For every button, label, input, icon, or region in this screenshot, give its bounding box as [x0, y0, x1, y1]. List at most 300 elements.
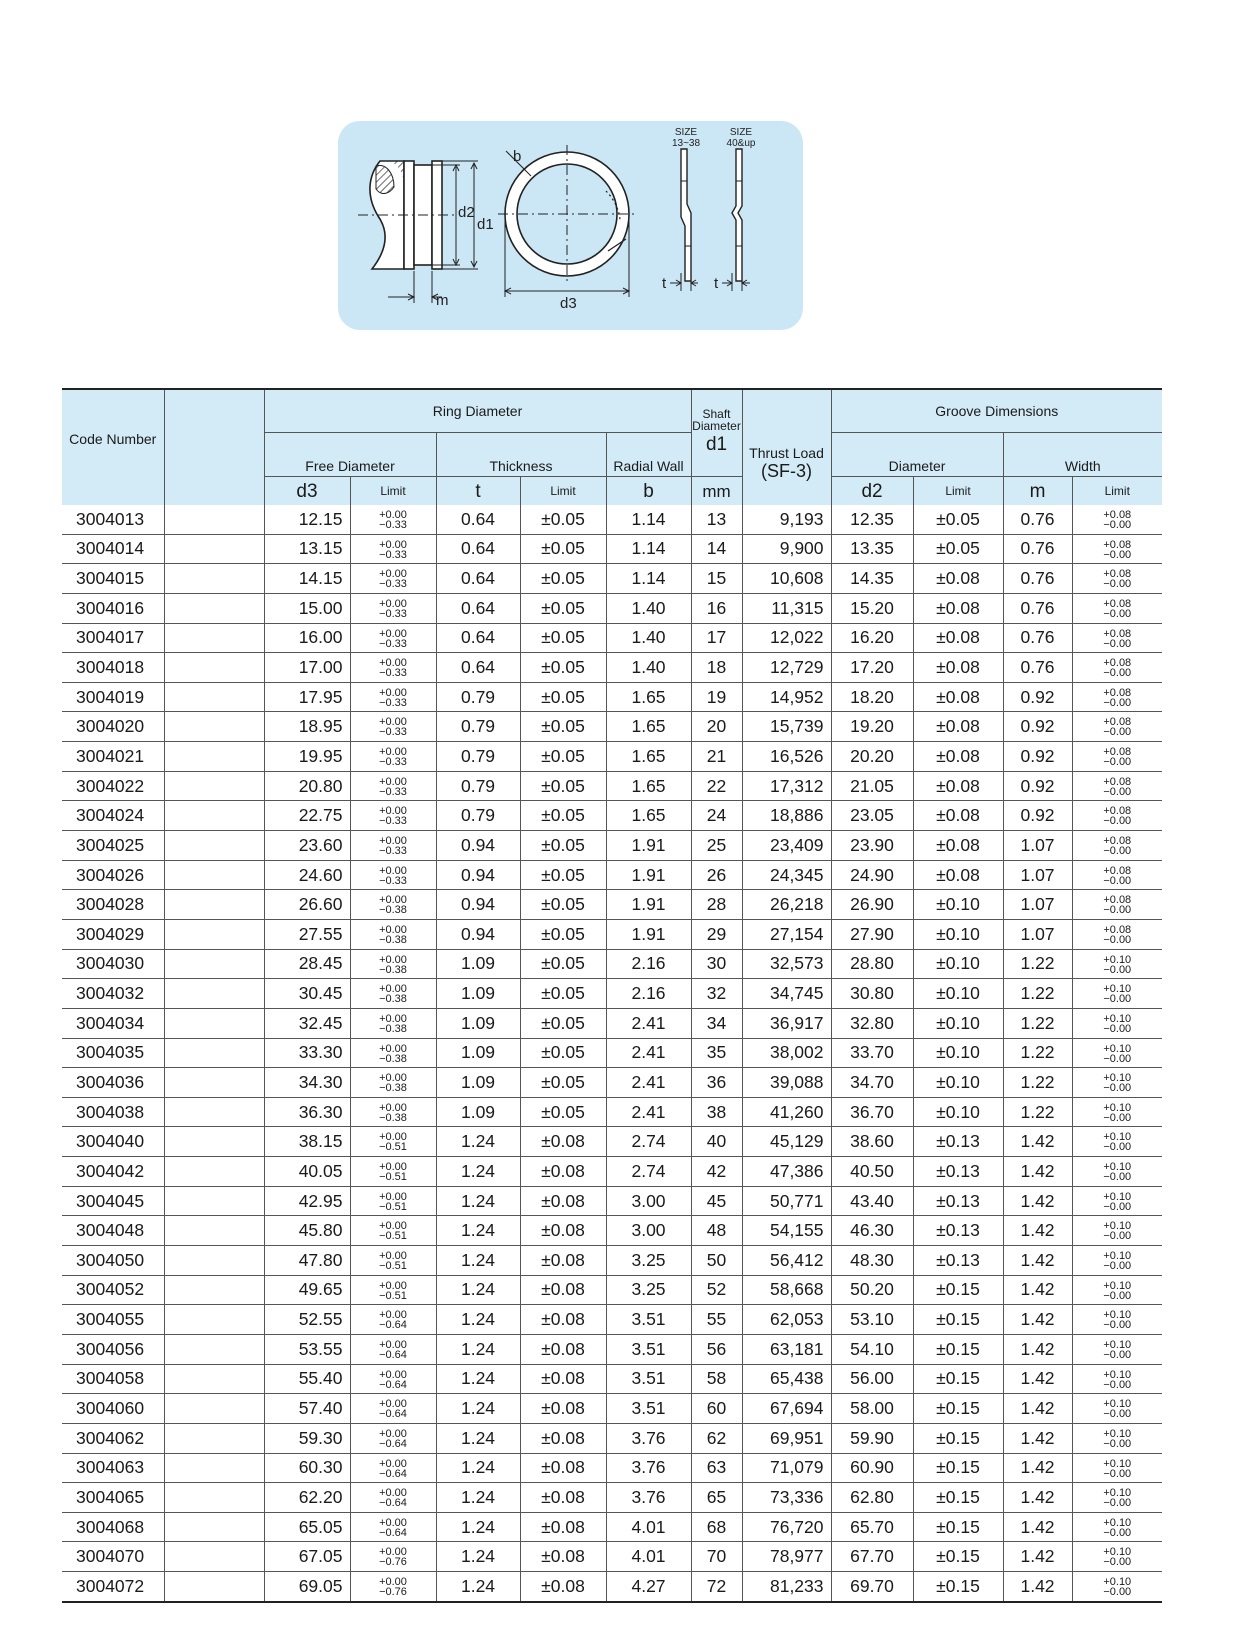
tolerance-upper: +0.10 — [1103, 1427, 1132, 1440]
free-diameter-d3: 16.00 — [264, 623, 350, 653]
thickness-t: 1.24 — [436, 1453, 520, 1483]
size-a-range: 13~38 — [671, 138, 701, 149]
tolerance-upper: +0.00 — [379, 1368, 407, 1381]
groove-diameter-limit: ±0.10 — [913, 949, 1003, 979]
code-number: 3004013 — [62, 505, 164, 534]
blank-cell — [164, 1275, 264, 1305]
free-diameter-limit — [350, 623, 436, 653]
shaft-diameter-d1: 29 — [691, 919, 742, 949]
tolerance-upper: +0.00 — [379, 686, 407, 699]
thickness-t: 1.24 — [436, 1334, 520, 1364]
blank-cell — [164, 593, 264, 623]
free-diameter-limit — [350, 742, 436, 772]
free-diameter-tolerance — [379, 777, 407, 797]
thickness-limit: ±0.05 — [520, 1068, 606, 1098]
groove-width-m: 1.07 — [1003, 860, 1072, 890]
groove-width-m: 0.92 — [1003, 801, 1072, 831]
tolerance-lower: −0.76 — [379, 1586, 407, 1599]
thrust-load: 24,345 — [742, 860, 831, 890]
shaft-diameter-d1: 34 — [691, 1008, 742, 1038]
groove-width-m: 1.07 — [1003, 831, 1072, 861]
thickness-t: 1.24 — [436, 1364, 520, 1394]
thickness-t: 1.24 — [436, 1246, 520, 1276]
groove-diameter-d2: 23.90 — [831, 831, 913, 861]
groove-width-m: 1.42 — [1003, 1246, 1072, 1276]
free-diameter-d3: 52.55 — [264, 1305, 350, 1335]
code-number: 3004060 — [62, 1394, 164, 1424]
groove-width-limit — [1072, 860, 1162, 890]
groove-diameter-d2: 46.30 — [831, 1216, 913, 1246]
free-diameter-d3: 65.05 — [264, 1512, 350, 1542]
free-diameter-tolerance — [379, 1488, 407, 1508]
groove-diameter-d2: 43.40 — [831, 1186, 913, 1216]
code-number: 3004032 — [62, 979, 164, 1009]
tolerance-lower: −0.00 — [1103, 1052, 1132, 1065]
tolerance-lower: −0.00 — [1103, 815, 1132, 828]
tolerance-lower: −0.00 — [1103, 785, 1132, 798]
shaft-diameter-d1: 62 — [691, 1423, 742, 1453]
thrust-load: 9,193 — [742, 505, 831, 534]
radial-wall-b: 1.14 — [606, 534, 691, 564]
thickness-t: 0.94 — [436, 919, 520, 949]
header-shaft-diameter — [691, 389, 742, 477]
tolerance-lower: −0.00 — [1103, 548, 1132, 561]
thickness-t: 1.24 — [436, 1275, 520, 1305]
groove-width-m: 1.42 — [1003, 1542, 1072, 1572]
groove-diameter-limit: ±0.15 — [913, 1542, 1003, 1572]
tolerance-lower: −0.00 — [1103, 1260, 1132, 1273]
code-number: 3004029 — [62, 919, 164, 949]
thickness-limit: ±0.05 — [520, 742, 606, 772]
label-t-small: t — [662, 275, 667, 292]
groove-diameter-d2: 53.10 — [831, 1305, 913, 1335]
groove-diameter-d2: 54.10 — [831, 1334, 913, 1364]
tolerance-lower: −0.33 — [379, 607, 407, 620]
free-diameter-tolerance — [379, 599, 407, 619]
free-diameter-d3: 36.30 — [264, 1097, 350, 1127]
free-diameter-limit — [350, 1097, 436, 1127]
free-diameter-limit — [350, 801, 436, 831]
tolerance-lower: −0.51 — [379, 1260, 407, 1273]
groove-width-m: 1.42 — [1003, 1216, 1072, 1246]
groove-diameter-d2: 30.80 — [831, 979, 913, 1009]
tolerance-lower: −0.38 — [379, 1082, 407, 1095]
header-groove-width: Width — [1003, 433, 1162, 477]
tolerance-upper: +0.00 — [379, 627, 407, 640]
free-diameter-tolerance — [379, 895, 407, 915]
groove-width-tolerance — [1103, 1547, 1131, 1567]
groove-width-tolerance — [1103, 1162, 1131, 1182]
shaft-diameter-d1: 42 — [691, 1157, 742, 1187]
tolerance-upper: +0.00 — [379, 657, 407, 670]
thickness-limit: ±0.08 — [520, 1157, 606, 1187]
ring-drawing — [338, 121, 803, 330]
tolerance-lower: −0.00 — [1103, 904, 1132, 917]
shaft-section — [358, 161, 478, 303]
radial-wall-b: 3.76 — [606, 1483, 691, 1513]
tolerance-lower: −0.00 — [1103, 1171, 1132, 1184]
free-diameter-d3: 28.45 — [264, 949, 350, 979]
free-diameter-limit — [350, 1068, 436, 1098]
tolerance-upper: +0.08 — [1103, 627, 1132, 640]
table-row — [62, 1008, 1162, 1038]
header-sym-d2: d2 — [831, 477, 913, 506]
groove-width-m: 1.22 — [1003, 1008, 1072, 1038]
thrust-load: 27,154 — [742, 919, 831, 949]
table-row — [62, 1186, 1162, 1216]
free-diameter-tolerance — [379, 1310, 407, 1330]
groove-diameter-d2: 15.20 — [831, 593, 913, 623]
groove-diameter-limit: ±0.08 — [913, 801, 1003, 831]
thrust-load: 62,053 — [742, 1305, 831, 1335]
free-diameter-tolerance — [379, 1132, 407, 1152]
code-number: 3004068 — [62, 1512, 164, 1542]
groove-width-limit — [1072, 1453, 1162, 1483]
groove-width-tolerance — [1103, 688, 1131, 708]
code-number: 3004028 — [62, 890, 164, 920]
tolerance-upper: +0.08 — [1103, 686, 1132, 699]
shaft-diameter-d1: 72 — [691, 1572, 742, 1602]
groove-width-tolerance — [1103, 540, 1131, 560]
free-diameter-d3: 14.15 — [264, 564, 350, 594]
tolerance-lower: −0.64 — [379, 1408, 407, 1421]
thickness-t: 1.24 — [436, 1127, 520, 1157]
code-number: 3004026 — [62, 860, 164, 890]
radial-wall-b: 1.40 — [606, 623, 691, 653]
groove-width-m: 1.42 — [1003, 1423, 1072, 1453]
free-diameter-tolerance — [379, 658, 407, 678]
blank-cell — [164, 1216, 264, 1246]
free-diameter-limit — [350, 919, 436, 949]
table-row — [62, 890, 1162, 920]
blank-cell — [164, 919, 264, 949]
label-d1: d1 — [477, 216, 494, 233]
radial-wall-b: 3.51 — [606, 1305, 691, 1335]
tolerance-lower: −0.33 — [379, 845, 407, 858]
tolerance-upper: +0.10 — [1103, 1101, 1132, 1114]
tolerance-upper: +0.00 — [379, 538, 407, 551]
table-row — [62, 1246, 1162, 1276]
free-diameter-d3: 53.55 — [264, 1334, 350, 1364]
groove-diameter-limit: ±0.10 — [913, 1038, 1003, 1068]
blank-cell — [164, 653, 264, 683]
tolerance-lower: −0.33 — [379, 874, 407, 887]
groove-width-m: 1.42 — [1003, 1453, 1072, 1483]
free-diameter-d3: 15.00 — [264, 593, 350, 623]
free-diameter-limit — [350, 653, 436, 683]
groove-width-limit — [1072, 564, 1162, 594]
radial-wall-b: 1.65 — [606, 771, 691, 801]
tolerance-lower: −0.38 — [379, 1022, 407, 1035]
blank-cell — [164, 1186, 264, 1216]
thickness-t: 1.24 — [436, 1394, 520, 1424]
free-diameter-tolerance — [379, 955, 407, 975]
free-diameter-tolerance — [379, 1251, 407, 1271]
thickness-limit: ±0.05 — [520, 564, 606, 594]
tolerance-lower: −0.00 — [1103, 874, 1132, 887]
free-diameter-tolerance — [379, 1459, 407, 1479]
groove-width-tolerance — [1103, 1221, 1131, 1241]
shaft-diameter-d1: 16 — [691, 593, 742, 623]
tolerance-lower: −0.00 — [1103, 578, 1132, 591]
tolerance-upper: +0.08 — [1103, 805, 1132, 818]
header-limit: Limit — [1072, 477, 1162, 506]
groove-width-limit — [1072, 801, 1162, 831]
groove-width-m: 1.42 — [1003, 1394, 1072, 1424]
thickness-t: 0.64 — [436, 505, 520, 534]
groove-width-limit — [1072, 919, 1162, 949]
free-diameter-d3: 33.30 — [264, 1038, 350, 1068]
thickness-limit: ±0.05 — [520, 682, 606, 712]
tolerance-upper: +0.00 — [379, 1072, 407, 1085]
header-shaft-unit: mm — [691, 477, 742, 506]
tolerance-upper: +0.08 — [1103, 568, 1132, 581]
tolerance-upper: +0.00 — [379, 1250, 407, 1263]
tolerance-lower: −0.00 — [1103, 1378, 1132, 1391]
shaft-diameter-d1: 45 — [691, 1186, 742, 1216]
code-number: 3004055 — [62, 1305, 164, 1335]
groove-diameter-limit: ±0.15 — [913, 1334, 1003, 1364]
tolerance-lower: −0.00 — [1103, 845, 1132, 858]
thickness-t: 0.64 — [436, 653, 520, 683]
free-diameter-tolerance — [379, 569, 407, 589]
thrust-load: 54,155 — [742, 1216, 831, 1246]
thickness-t: 1.24 — [436, 1305, 520, 1335]
thickness-limit: ±0.05 — [520, 1008, 606, 1038]
tolerance-upper: +0.10 — [1103, 983, 1132, 996]
groove-diameter-d2: 34.70 — [831, 1068, 913, 1098]
tolerance-lower: −0.00 — [1103, 1348, 1132, 1361]
radial-wall-b: 3.76 — [606, 1423, 691, 1453]
thickness-t: 0.94 — [436, 890, 520, 920]
code-number: 3004021 — [62, 742, 164, 772]
thickness-limit: ±0.08 — [520, 1453, 606, 1483]
groove-diameter-d2: 20.20 — [831, 742, 913, 772]
tolerance-lower: −0.33 — [379, 785, 407, 798]
groove-width-limit — [1072, 1334, 1162, 1364]
groove-diameter-d2: 40.50 — [831, 1157, 913, 1187]
thickness-limit: ±0.08 — [520, 1542, 606, 1572]
groove-width-m: 0.92 — [1003, 712, 1072, 742]
header-sym-m: m — [1003, 477, 1072, 506]
free-diameter-d3: 17.00 — [264, 653, 350, 683]
thickness-limit: ±0.05 — [520, 593, 606, 623]
table-row — [62, 831, 1162, 861]
groove-width-limit — [1072, 1246, 1162, 1276]
thrust-load: 23,409 — [742, 831, 831, 861]
size-b-range: 40&up — [726, 138, 756, 149]
thrust-load: 12,022 — [742, 623, 831, 653]
shaft-diameter-d1: 60 — [691, 1394, 742, 1424]
header-sym-b: b — [606, 477, 691, 506]
table-row — [62, 653, 1162, 683]
tolerance-lower: −0.00 — [1103, 1141, 1132, 1154]
groove-width-tolerance — [1103, 1399, 1131, 1419]
groove-width-m: 1.42 — [1003, 1334, 1072, 1364]
groove-width-tolerance — [1103, 866, 1131, 886]
groove-diameter-limit: ±0.05 — [913, 505, 1003, 534]
thickness-limit: ±0.05 — [520, 890, 606, 920]
groove-diameter-limit: ±0.08 — [913, 742, 1003, 772]
blank-cell — [164, 1008, 264, 1038]
free-diameter-d3: 22.75 — [264, 801, 350, 831]
radial-wall-b: 3.51 — [606, 1394, 691, 1424]
tolerance-upper: +0.00 — [379, 1042, 407, 1055]
tolerance-lower: −0.00 — [1103, 1230, 1132, 1243]
table-row — [62, 1157, 1162, 1187]
groove-diameter-limit: ±0.13 — [913, 1157, 1003, 1187]
groove-width-limit — [1072, 1572, 1162, 1602]
groove-width-m: 0.76 — [1003, 593, 1072, 623]
groove-diameter-limit: ±0.15 — [913, 1394, 1003, 1424]
code-number: 3004035 — [62, 1038, 164, 1068]
radial-wall-b: 3.00 — [606, 1216, 691, 1246]
free-diameter-tolerance — [379, 747, 407, 767]
free-diameter-d3: 60.30 — [264, 1453, 350, 1483]
tolerance-lower: −0.00 — [1103, 1289, 1132, 1302]
tolerance-lower: −0.00 — [1103, 667, 1132, 680]
radial-wall-b: 1.65 — [606, 742, 691, 772]
header-free-diameter: Free Diameter — [264, 433, 436, 477]
groove-diameter-d2: 13.35 — [831, 534, 913, 564]
groove-diameter-limit: ±0.08 — [913, 653, 1003, 683]
blank-cell — [164, 682, 264, 712]
tolerance-upper: +0.00 — [379, 864, 407, 877]
blank-cell — [164, 505, 264, 534]
shaft-diameter-d1: 30 — [691, 949, 742, 979]
tolerance-lower: −0.33 — [379, 756, 407, 769]
free-diameter-d3: 55.40 — [264, 1364, 350, 1394]
groove-diameter-limit: ±0.10 — [913, 890, 1003, 920]
groove-diameter-d2: 14.35 — [831, 564, 913, 594]
tolerance-lower: −0.00 — [1103, 1556, 1132, 1569]
thickness-limit: ±0.08 — [520, 1334, 606, 1364]
groove-diameter-limit: ±0.15 — [913, 1275, 1003, 1305]
header-groove-diameter: Diameter — [831, 433, 1003, 477]
table-row — [62, 919, 1162, 949]
shaft-diameter-d1: 40 — [691, 1127, 742, 1157]
groove-diameter-d2: 58.00 — [831, 1394, 913, 1424]
code-number: 3004052 — [62, 1275, 164, 1305]
header-sym-d3: d3 — [264, 477, 350, 506]
groove-width-m: 1.42 — [1003, 1157, 1072, 1187]
radial-wall-b: 3.00 — [606, 1186, 691, 1216]
free-diameter-d3: 30.45 — [264, 979, 350, 1009]
groove-width-tolerance — [1103, 1132, 1131, 1152]
free-diameter-tolerance — [379, 1103, 407, 1123]
shaft-diameter-d1: 56 — [691, 1334, 742, 1364]
groove-width-tolerance — [1103, 629, 1131, 649]
tolerance-upper: +0.10 — [1103, 1546, 1132, 1559]
header-code-number: Code Number — [62, 389, 164, 505]
groove-width-limit — [1072, 1305, 1162, 1335]
free-diameter-tolerance — [379, 925, 407, 945]
thickness-limit: ±0.05 — [520, 771, 606, 801]
groove-width-m: 0.92 — [1003, 771, 1072, 801]
groove-width-m: 1.42 — [1003, 1186, 1072, 1216]
header-limit: Limit — [913, 477, 1003, 506]
thrust-load-label: Thrust Load — [749, 444, 824, 461]
groove-diameter-d2: 62.80 — [831, 1483, 913, 1513]
thickness-t: 0.79 — [436, 712, 520, 742]
radial-wall-b: 1.65 — [606, 801, 691, 831]
thrust-load: 69,951 — [742, 1423, 831, 1453]
tolerance-lower: −0.00 — [1103, 1497, 1132, 1510]
groove-diameter-limit: ±0.08 — [913, 831, 1003, 861]
radial-wall-b: 1.65 — [606, 682, 691, 712]
header-groove-dimensions: Groove Dimensions — [831, 389, 1162, 433]
tolerance-lower: −0.00 — [1103, 1111, 1132, 1124]
groove-diameter-d2: 23.05 — [831, 801, 913, 831]
tolerance-upper: +0.00 — [379, 983, 407, 996]
thickness-limit: ±0.05 — [520, 623, 606, 653]
code-number: 3004017 — [62, 623, 164, 653]
groove-diameter-d2: 33.70 — [831, 1038, 913, 1068]
groove-width-tolerance — [1103, 925, 1131, 945]
groove-width-tolerance — [1103, 717, 1131, 737]
groove-width-limit — [1072, 742, 1162, 772]
free-diameter-tolerance — [379, 1014, 407, 1034]
table-row — [62, 593, 1162, 623]
radial-wall-b: 1.91 — [606, 919, 691, 949]
label-t-large: t — [714, 275, 719, 292]
thickness-limit: ±0.08 — [520, 1423, 606, 1453]
radial-wall-b: 2.16 — [606, 979, 691, 1009]
free-diameter-limit — [350, 712, 436, 742]
thickness-limit: ±0.05 — [520, 860, 606, 890]
groove-diameter-d2: 27.90 — [831, 919, 913, 949]
thickness-limit: ±0.05 — [520, 505, 606, 534]
blank-cell — [164, 1364, 264, 1394]
groove-width-tolerance — [1103, 599, 1131, 619]
radial-wall-b: 3.25 — [606, 1275, 691, 1305]
groove-diameter-limit: ±0.15 — [913, 1305, 1003, 1335]
groove-width-m: 1.22 — [1003, 1068, 1072, 1098]
tolerance-lower: −0.33 — [379, 726, 407, 739]
blank-cell — [164, 979, 264, 1009]
shaft-diameter-d1: 24 — [691, 801, 742, 831]
groove-diameter-d2: 21.05 — [831, 771, 913, 801]
code-number: 3004034 — [62, 1008, 164, 1038]
tolerance-lower: −0.33 — [379, 637, 407, 650]
tolerance-lower: −0.00 — [1103, 993, 1132, 1006]
free-diameter-limit — [350, 1157, 436, 1187]
tolerance-upper: +0.08 — [1103, 538, 1132, 551]
tolerance-lower: −0.00 — [1103, 696, 1132, 709]
tolerance-lower: −0.64 — [379, 1378, 407, 1391]
groove-diameter-d2: 16.20 — [831, 623, 913, 653]
groove-diameter-limit: ±0.10 — [913, 1097, 1003, 1127]
groove-width-tolerance — [1103, 1429, 1131, 1449]
tolerance-lower: −0.38 — [379, 933, 407, 946]
groove-width-tolerance — [1103, 1310, 1131, 1330]
free-diameter-limit — [350, 890, 436, 920]
thickness-limit: ±0.08 — [520, 1275, 606, 1305]
header-sym-t: t — [436, 477, 520, 506]
groove-diameter-limit: ±0.08 — [913, 564, 1003, 594]
thrust-load: 9,900 — [742, 534, 831, 564]
groove-width-limit — [1072, 1038, 1162, 1068]
shaft-diameter-d1: 50 — [691, 1246, 742, 1276]
blank-cell — [164, 1483, 264, 1513]
tolerance-upper: +0.00 — [379, 894, 407, 907]
thrust-load: 65,438 — [742, 1364, 831, 1394]
thrust-load: 17,312 — [742, 771, 831, 801]
tolerance-upper: +0.00 — [379, 1012, 407, 1025]
groove-diameter-d2: 65.70 — [831, 1512, 913, 1542]
groove-width-tolerance — [1103, 1281, 1131, 1301]
tolerance-upper: +0.10 — [1103, 1220, 1132, 1233]
